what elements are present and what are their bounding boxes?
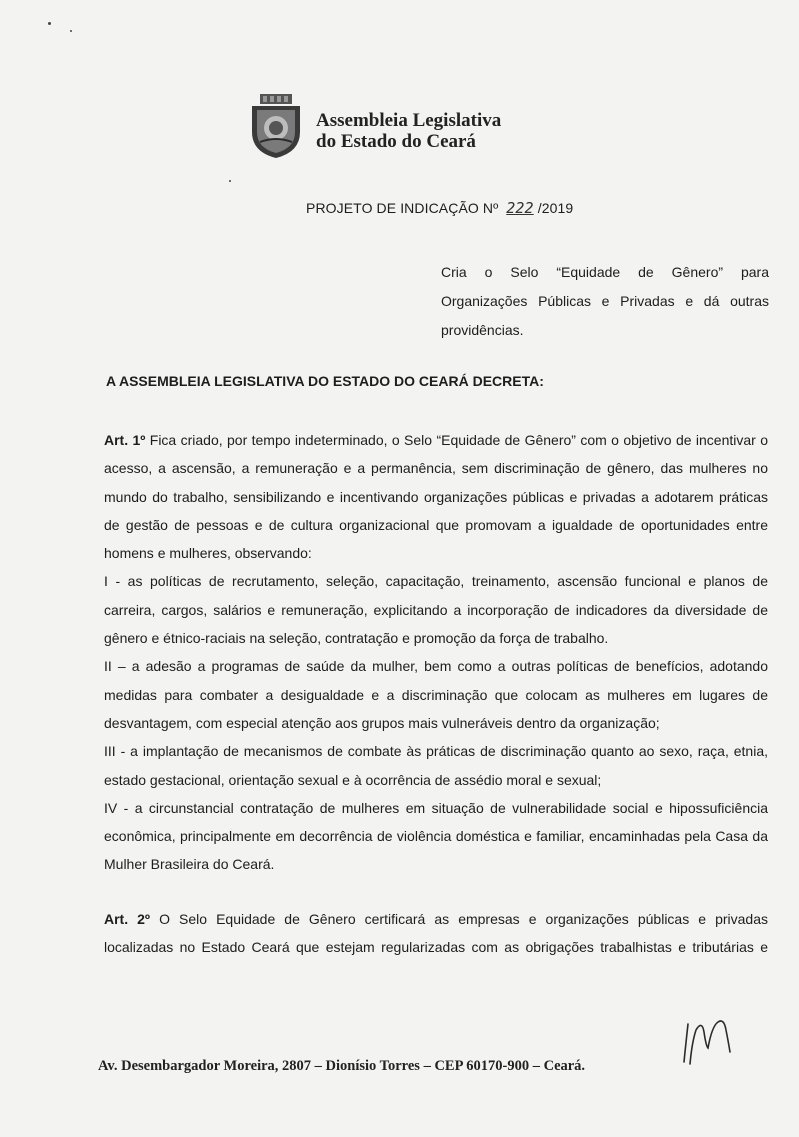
project-title	[306, 199, 573, 217]
institution-name	[316, 110, 501, 152]
ementa: Cria o Selo “Equidade de Gênero” para Organizações Públicas e Privadas e dá outras providências.	[441, 264, 769, 338]
scan-speck	[229, 180, 231, 182]
article-2	[104, 905, 768, 962]
initials-signature-icon	[676, 1012, 746, 1072]
inciso-2: II – a adesão a programas de saúde da mulher, bem como a outras políticas de benefícios, adotando medidas para combater a desigualdade e a discriminação que colocam as mulheres em lugares de desvantagem, com especial atenção aos grupos mais vulneráveis dentro da organização;	[104, 658, 768, 731]
article-1	[104, 426, 768, 567]
paragraph-gap	[104, 879, 768, 905]
article-2-text: O Selo Equidade de Gênero certificará as empresas e organizações públicas e privadas localizadas no Estado Ceará que estejam regularizadas com as obrigações trabalhistas e tributárias e	[104, 910, 768, 956]
footer-address: Av. Desembargador Moreira, 2807 – Dionísio Torres – CEP 60170-900 – Ceará.	[98, 1058, 586, 1074]
decree-heading: A ASSEMBLEIA LEGISLATIVA DO ESTADO DO CEARÁ DECRETA:	[106, 373, 544, 389]
article-2-label: Art. 2º	[104, 910, 151, 927]
inciso-3: III - a implantação de mecanismos de combate às práticas de discriminação quanto ao sexo, raça, etnia, estado gestacional, orientação sexual e à ocorrência de assédio moral e sexual;	[104, 743, 768, 788]
article-1-text: Fica criado, por tempo indeterminado, o Selo “Equidade de Gênero” com o objetivo de incentivar o acesso, a ascensão, a remuneração e a permanência, sem discriminação de gênero, das mulheres no mundo do trabalho, sensibilizando e incentivando organizações públicas e privadas a adotarem práticas de gestão de pessoas e de cultura organizacional que promovam a igualdade de oportunidades entre homens e mulheres, observando:	[104, 432, 768, 562]
article-1-label: Art. 1º	[104, 432, 146, 448]
document-body	[104, 426, 768, 961]
state-seal-icon	[246, 92, 306, 160]
inciso-1: I - as políticas de recrutamento, seleção, capacitação, treinamento, ascensão funcional e planos de carreira, cargos, salários e remuneração, explicitando a incorporação de indicadores da diversidade de gênero e étnico-raciais na seleção, contratação e promoção da força de trabalho.	[104, 573, 768, 647]
project-label: PROJETO DE INDICAÇÃO Nº	[306, 200, 499, 216]
institution-name-line2: do Estado do Ceará	[316, 131, 476, 152]
project-number: 222	[506, 199, 534, 217]
inciso-4: IV - a circunstancial contratação de mulheres em situação de vulnerabilidade social e hipossuficiência econômica, principalmente em decorrência de violência doméstica e familiar, encaminhadas pela Casa da Mulher Brasileira do Ceará.	[104, 799, 768, 873]
institution-name-line1: Assembleia Legislativa	[316, 110, 502, 131]
scan-speck	[48, 22, 51, 25]
letterhead	[246, 92, 546, 162]
project-year: /2019	[537, 200, 574, 216]
scan-speck	[70, 30, 72, 32]
